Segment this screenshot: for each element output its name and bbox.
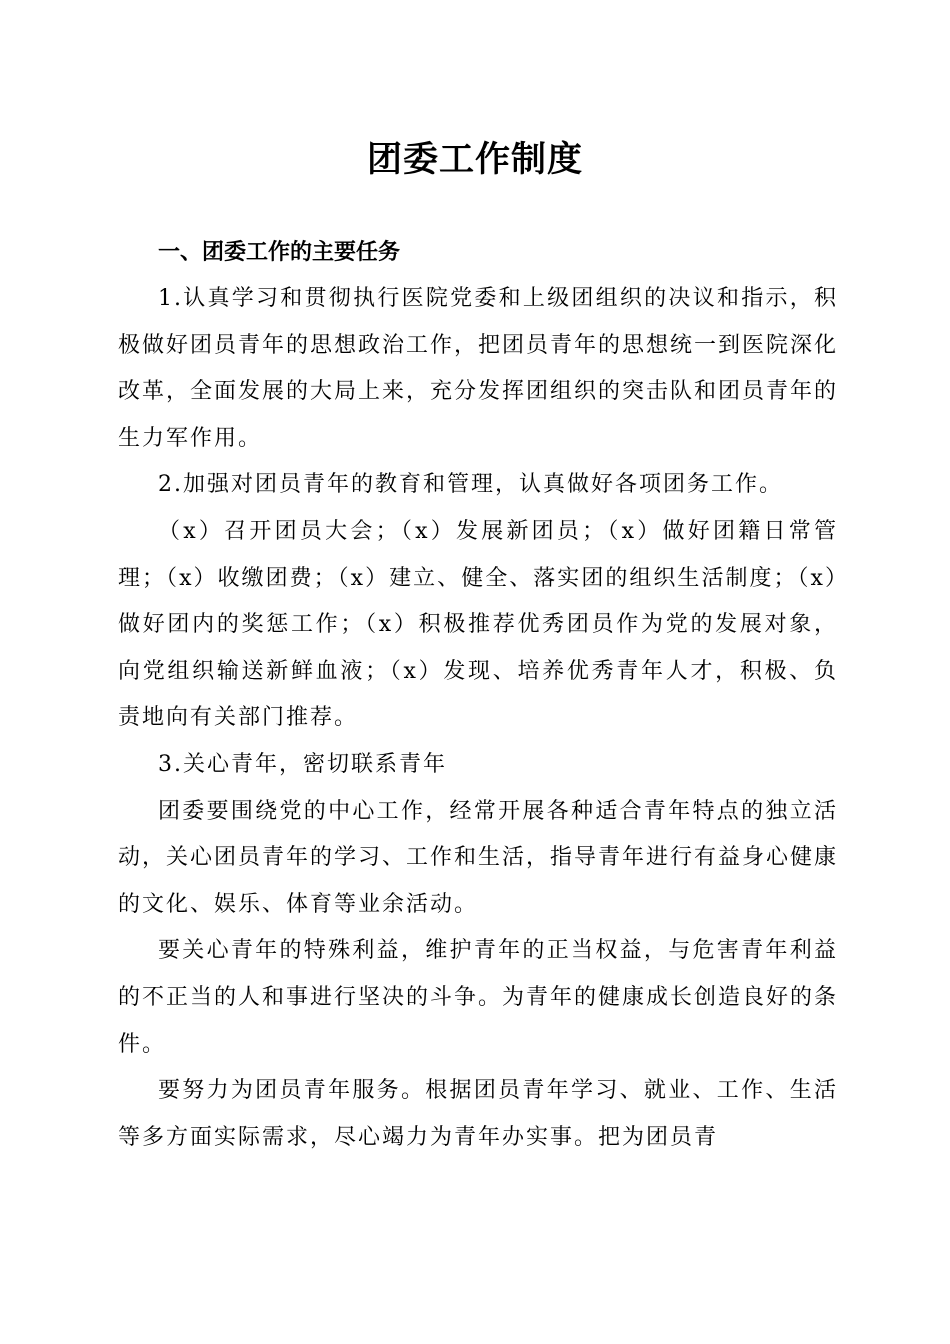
document-body <box>118 230 838 1161</box>
section-heading: 一、团委工作的主要任务 <box>158 240 401 265</box>
paragraph-5: 团委要围绕党的中心工作，经常开展各种适合青年特点的独立活动，关心团员青年的学习、工作和生活，指导青年进行有益身心健康的文化、娱乐、体育等业余活动。 <box>118 798 839 917</box>
paragraph-1: 1.认真学习和贯彻执行医院党委和上级团组织的决议和指示，积极做好团员青年的思想政治工作，把团员青年的思想统一到医院深化改革，全面发展的大局上来，充分发挥团组织的突击队和团员青年的生力军作用。 <box>118 286 839 451</box>
paragraph-2: 2.加强对团员青年的教育和管理，认真做好各项团务工作。 <box>158 472 783 498</box>
paragraph-4: 3.关心青年，密切联系青年 <box>158 751 447 777</box>
paragraph-6: 要关心青年的特殊利益，维护青年的正当权益，与危害青年利益的不正当的人和事进行坚决的斗争。为青年的健康成长创造良好的条件。 <box>118 938 839 1057</box>
paragraph-7: 要努力为团员青年服务。根据团员青年学习、就业、工作、生活等多方面实际需求，尽心竭力为青年办实事。把为团员青 <box>118 1078 838 1150</box>
page-title: 团委工作制度 <box>366 139 583 180</box>
paragraph-3: （x）召开团员大会；（x）发展新团员；（x）做好团籍日常管理；（x）收缴团费；（x）建立、健全、落实团的组织生活制度；（x）做好团内的奖惩工作；（x）积极推荐优秀团员作为党的发展对象，向党组织输送新鲜血液；（x）发现、培养优秀青年人才，积极、负责地向有关部门推荐。 <box>118 518 838 731</box>
